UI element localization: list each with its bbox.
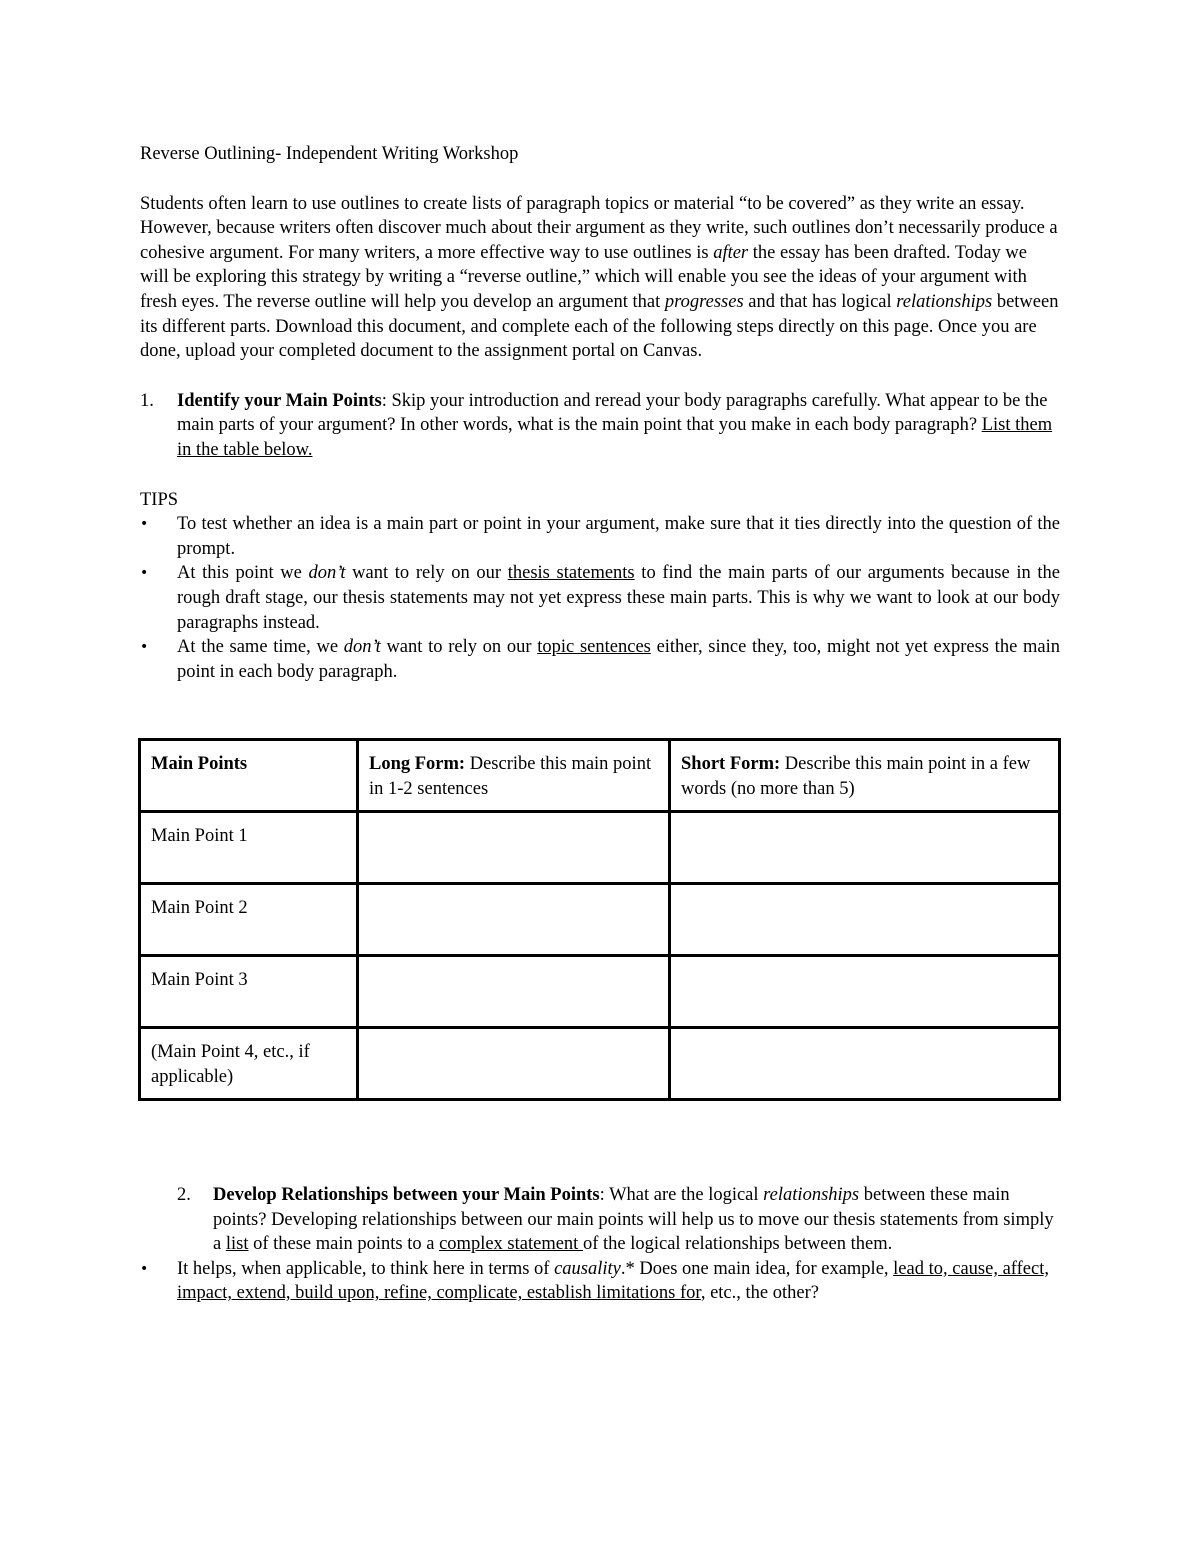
tip-1-text: To test whether an idea is a main part or point in your argument, make sure that it ties directly into the question of the prompt.: [177, 514, 1060, 559]
bullet-icon: •: [140, 516, 149, 533]
step-2-text-d: of the logical relationships between them.: [582, 1234, 893, 1255]
causality-text-b: .* Does one main idea, for example,: [620, 1258, 894, 1279]
step-2-number: 2.: [177, 1185, 191, 1205]
intro-text-1: Students often learn to use outlines to create lists of paragraph topics or material “to be covered” as they write an essay. However, because writers often discover much about their argument as they write, such outlines don’t necessarily produce a cohesive argument. For many writers, a more effective way to use outlines is: [140, 193, 1058, 263]
long-form-cell[interactable]: [358, 812, 670, 884]
intro-em-progresses: progresses: [664, 291, 744, 312]
intro-text-4: between its different parts. Download this document, and complete each of the following steps directly on this page. Once you are done, upload your completed document to the assignment portal on Canvas.: [140, 291, 1059, 362]
step-1-heading: Identify your Main Points: [177, 390, 382, 411]
tip-2-underlined: thesis statements: [507, 563, 635, 584]
main-points-table: [138, 738, 1061, 1101]
row-label: Main Point 3: [140, 956, 358, 1028]
tip-3-text-a: At the same time, we: [177, 637, 344, 658]
step-2-underlined-list: list: [225, 1234, 249, 1255]
long-form-cell[interactable]: [358, 884, 670, 956]
table-row: [140, 956, 1060, 1028]
step-1-number: 1.: [140, 390, 154, 411]
tip-2-em: don’t: [308, 563, 346, 584]
short-form-cell[interactable]: [670, 884, 1060, 956]
step-2-text-b: between these main points? Developing relationships between our main points will help us to move our thesis statements from simply a: [213, 1185, 1054, 1255]
header-short-form: [670, 740, 1060, 812]
short-form-cell[interactable]: [670, 812, 1060, 884]
causality-text-c: , etc., the other?: [700, 1283, 819, 1304]
step-1: [140, 389, 1060, 463]
table-header-row: [140, 740, 1060, 812]
table-row: [140, 1028, 1060, 1100]
causality-underlined: lead to, cause, affect, impact, extend, build upon, refine, complicate, establish limitations for: [177, 1258, 1049, 1304]
header-long-form: [358, 740, 670, 812]
step-2-heading: Develop Relationships between your Main Points: [213, 1185, 600, 1205]
causality-item: [140, 1257, 1060, 1306]
tip-3-underlined: topic sentences: [537, 637, 651, 658]
header-short-form-desc: Describe this main point in a few words (no more than 5): [681, 754, 1031, 799]
short-form-cell[interactable]: [670, 1028, 1060, 1100]
tips-label: TIPS: [140, 489, 179, 510]
header-long-form-desc: Describe this main point in 1-2 sentences: [369, 754, 652, 799]
bullet-icon: •: [140, 565, 149, 582]
header-main-points-label: Main Points: [151, 754, 248, 774]
bullet-icon: •: [140, 1260, 149, 1277]
row-label: (Main Point 4, etc., if applicable): [140, 1028, 358, 1100]
step-2-underlined-complex: complex statement: [439, 1234, 583, 1255]
intro-paragraph: [140, 192, 1060, 364]
tip-2-text-a: At this point we: [177, 563, 309, 584]
step-2-text-c: of these main points to a: [248, 1234, 440, 1255]
tip-item-1: [140, 512, 1060, 561]
bullet-icon: •: [140, 639, 149, 656]
header-short-form-label: Short Form:: [681, 754, 781, 774]
tip-item-2: [140, 561, 1060, 635]
intro-text-3: and that has logical: [743, 291, 897, 312]
intro-text-2: the essay has been drafted. Today we will be exploring this strategy by writing a “reverse outline,” which will enable you see the ideas of your argument with fresh eyes. The reverse outline will help you develop an argument that: [140, 242, 1027, 312]
tip-item-3: [140, 635, 1060, 684]
intro-em-relationships: relationships: [896, 291, 993, 312]
step-1-underlined: List them in the table below.: [177, 415, 1053, 460]
document-page: [140, 142, 1060, 684]
causality-em: causality: [554, 1258, 621, 1279]
header-long-form-label: Long Form:: [369, 754, 466, 774]
tip-3-text-c: either, since they, too, might not yet express the main point in each body paragraph.: [177, 637, 1060, 682]
tip-3-em: don’t: [343, 637, 381, 658]
short-form-cell[interactable]: [670, 956, 1060, 1028]
long-form-cell[interactable]: [358, 956, 670, 1028]
long-form-cell[interactable]: [358, 1028, 670, 1100]
step-2: [140, 1183, 1060, 1257]
header-main-points: [140, 740, 358, 812]
tips-list: [140, 512, 1060, 684]
row-label: Main Point 1: [140, 812, 358, 884]
section-2: [140, 1183, 1060, 1306]
step-2-em: relationships: [763, 1185, 860, 1205]
table-row: [140, 812, 1060, 884]
tip-3-text-b: want to rely on our: [380, 637, 538, 658]
step-1-body: : Skip your introduction and reread your body paragraphs carefully. What appear to be the main parts of your argument? In other words, what is the main point that you make in each body paragraph?: [177, 390, 1048, 436]
tip-2-text-c: to find the main parts of our arguments because in the rough draft stage, our thesis statements may not yet express these main parts. This is why we want to look at our body paragraphs instead.: [177, 563, 1061, 633]
row-label: Main Point 2: [140, 884, 358, 956]
step-2-text-a: : What are the logical: [599, 1185, 764, 1205]
table-row: [140, 884, 1060, 956]
document-title: Reverse Outlining- Independent Writing Workshop: [140, 144, 519, 164]
causality-list: [140, 1257, 1060, 1306]
tip-2-text-b: want to rely on our: [345, 563, 508, 584]
intro-em-after: after: [713, 242, 749, 263]
step-1-text: [177, 389, 1060, 463]
causality-text-a: It helps, when applicable, to think here in terms of: [177, 1258, 555, 1279]
step-2-text: [213, 1183, 1060, 1257]
